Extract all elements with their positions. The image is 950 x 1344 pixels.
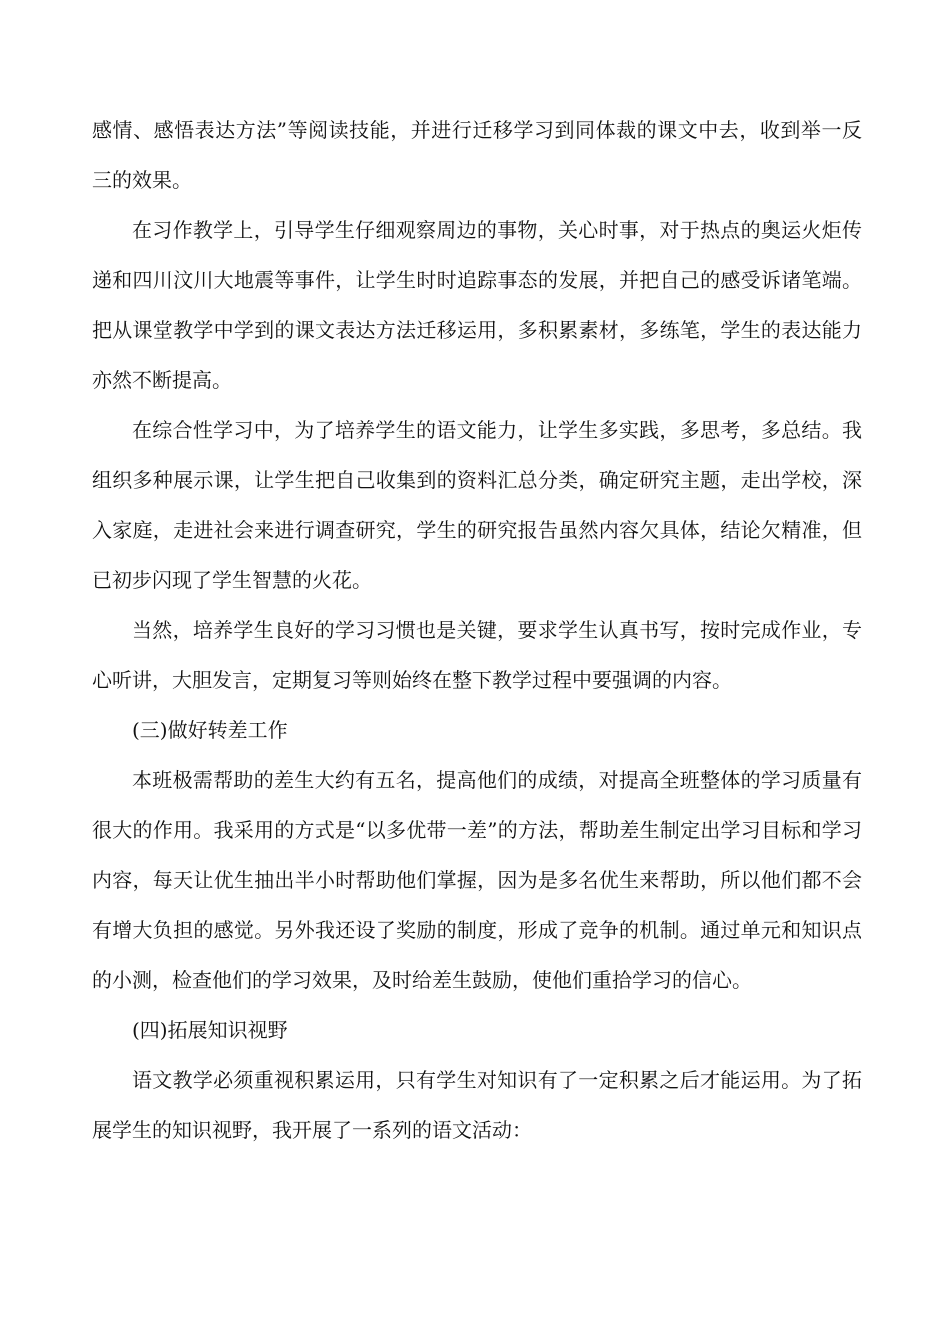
paragraph-comprehensive-learning: 在综合性学习中，为了培养学生的语文能力，让学生多实践，多思考，多总结。我组织多种展示课，让学生把自己收集到的资料汇总分类，确定研究主题，走出学校，深入家庭，走进社会来进行调查研究，学生的研究报告虽然内容欠具体，结论欠精准，但已初步闪现了学生智慧的火花。 [92,418,862,592]
paragraph-continuation: 感情、感悟表达方法”等阅读技能，并进行迁移学习到同体裁的课文中去，收到举一反三的效果。 [92,118,862,192]
paragraph-writing-teaching: 在习作教学上，引导学生仔细观察周边的事物，关心时事，对于热点的奥运火炬传递和四川汶川大地震等事件，让学生时时追踪事态的发展，并把自己的感受诉诸笔端。把从课堂教学中学到的课文表达方法迁移运用，多积累素材，多练笔，学生的表达能力亦然不断提高。 [92,218,862,392]
section-heading-4: (四)拓展知识视野 [132,1018,288,1042]
paragraph-study-habits: 当然，培养学生良好的学习习惯也是关键，要求学生认真书写，按时完成作业，专心听讲，大胆发言，定期复习等则始终在整下教学过程中要强调的内容。 [92,618,862,692]
section-heading-3: (三)做好转差工作 [132,718,288,742]
paragraph-knowledge-expansion: 语文教学必须重视积累运用，只有学生对知识有了一定积累之后才能运用。为了拓展学生的知识视野，我开展了一系列的语文活动： [92,1068,862,1142]
paragraph-helping-students: 本班极需帮助的差生大约有五名，提高他们的成绩，对提高全班整体的学习质量有很大的作用。我采用的方式是“以多优带一差”的方法，帮助差生制定出学习目标和学习内容，每天让优生抽出半小时帮助他们掌握，因为是多名优生来帮助，所以他们都不会有增大负担的感觉。另外我还设了奖励的制度，形成了竞争的机制。通过单元和知识点的小测，检查他们的学习效果，及时给差生鼓励，使他们重拾学习的信心。 [92,768,862,992]
document-page [92,105,862,1155]
